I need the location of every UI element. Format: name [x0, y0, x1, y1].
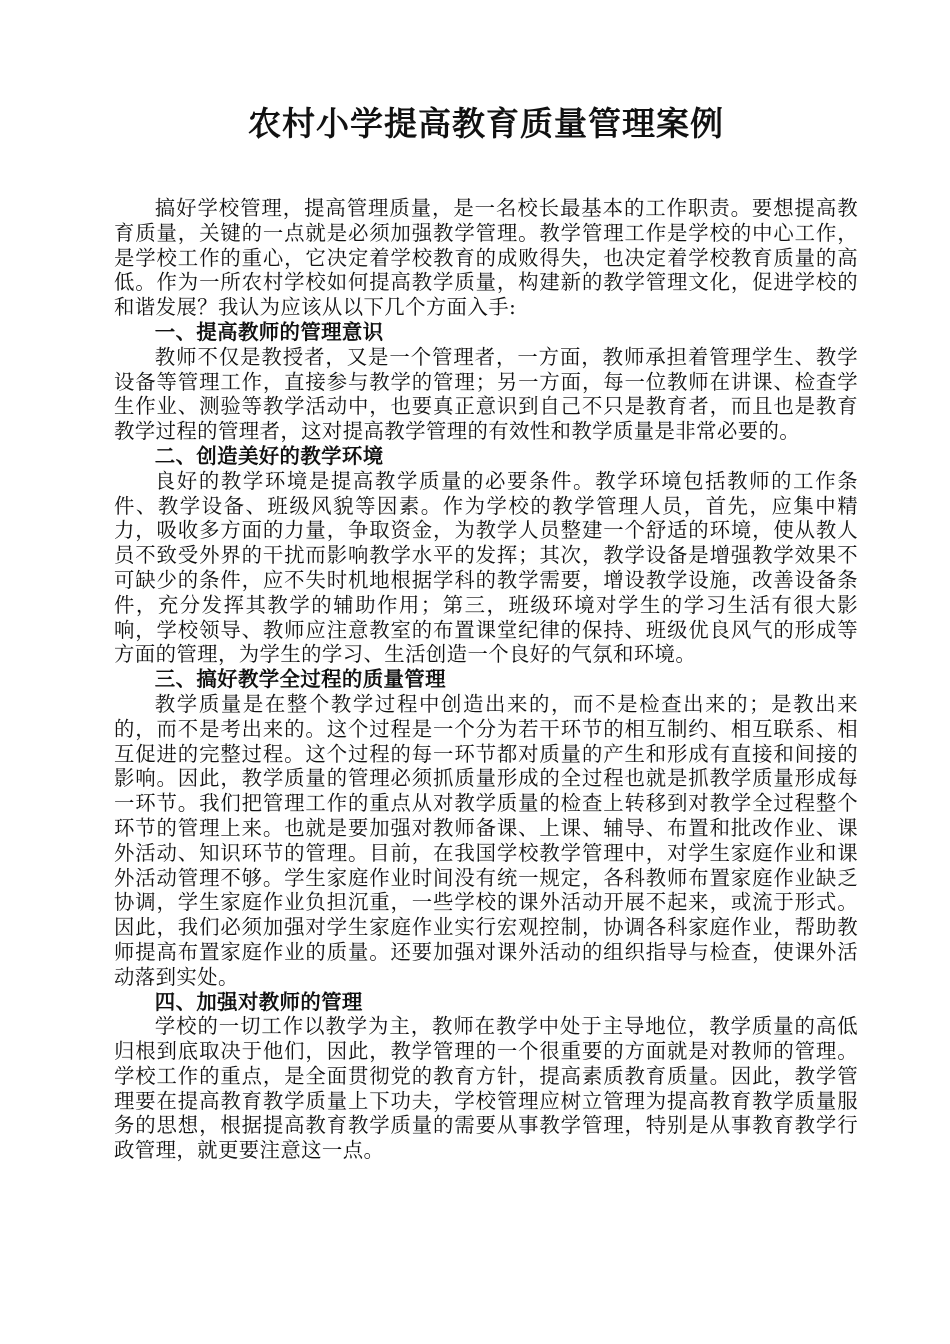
document-title: 农村小学提高教育质量管理案例	[248, 104, 724, 143]
section-2	[114, 444, 858, 667]
section-heading: 一、提高教师的管理意识	[154, 319, 384, 344]
section-heading: 二、创造美好的教学环境	[154, 443, 384, 468]
section-body: 教师不仅是教授者，又是一个管理者，一方面，教师承担着管理学生、教学设备等管理工作，直接参与教学的管理；另一方面，每一位教师在讲课、检查学生作业、测验等教学活动中，也要真正意识到自己不只是教育者，而且也是教育教学过程的管理者，这对提高教学管理的有效性和教学质量是非常必要的。	[114, 344, 858, 444]
intro-paragraph: 搞好学校管理，提高管理质量，是一名校长最基本的工作职责。要想提高教育质量，关键的一点就是必须加强教学管理。教学管理工作是学校的中心工作，是学校工作的重心，它决定着学校教育的成败得失，也决定着学校教育质量的高低。作为一所农村学校如何提高教学质量，构建新的教学管理文化，促进学校的和谐发展？我认为应该从以下几个方面入手:	[114, 196, 858, 320]
section-1	[114, 320, 858, 444]
section-body: 教学质量是在整个教学过程中创造出来的，而不是检查出来的；是教出来的，而不是考出来的。这个过程是一个分为若干环节的相互制约、相互联系、相互促进的完整过程。这个过程的每一环节都对质量的产生和形成有直接和间接的影响。因此，教学质量的管理必须抓质量形成的全过程也就是抓教学质量形成每一环节。我们把管理工作的重点从对教学质量的检查上转移到对教学全过程整个环节的管理上来。也就是要加强对教师备课、上课、辅导、布置和批改作业、课外活动、知识环节的管理。目前，在我国学校教学管理中，对学生家庭作业和课外活动管理不够。学生家庭作业时间没有统一规定，各科教师布置家庭作业缺乏协调，学生家庭作业负担沉重，一些学校的课外活动开展不起来，或流于形式。因此，我们必须加强对学生家庭作业实行宏观控制，协调各科家庭作业，帮助教师提高布置家庭作业的质量。还要加强对课外活动的组织指导与检查，使课外活动落到实处。	[114, 691, 858, 989]
section-4	[114, 990, 858, 1164]
section-heading: 四、加强对教师的管理	[154, 989, 363, 1014]
section-heading: 三、搞好教学全过程的质量管理	[154, 667, 446, 692]
section-body: 良好的教学环境是提高教学质量的必要条件。教学环境包括教师的工作条件、教学设备、班级风貌等因素。作为学校的教学管理人员，首先，应集中精力，吸收多方面的力量，争取资金，为教学人员整建一个舒适的环境，使从教人员不致受外界的干扰而影响教学水平的发挥；其次，教学设备是增强教学效果不可缺少的条件，应不失时机地根据学科的教学需要，增设教学设施，改善设备条件，充分发挥其教学的辅助作用；第三，班级环境对学生的学习生活有很大影响，学校领导、教师应注意教室的布置课堂纪律的保持、班级优良风气的形成等方面的管理，为学生的学习、生活创造一个良好的气氛和环境。	[114, 468, 858, 667]
document-page	[114, 98, 858, 1163]
section-3	[114, 667, 858, 989]
section-body: 学校的一切工作以教学为主，教师在教学中处于主导地位，教学质量的高低归根到底取决于他们，因此，教学管理的一个很重要的方面就是对教师的管理。学校工作的重点，是全面贯彻党的教育方针，提高素质教育质量。因此，教学管理要在提高教育教学质量上下功夫，学校管理应树立管理为提高教育教学质量服务的思想，根据提高教育教学质量的需要从事教学管理，特别是从事教育教学行政管理，就更要注意这一点。	[114, 1014, 858, 1163]
